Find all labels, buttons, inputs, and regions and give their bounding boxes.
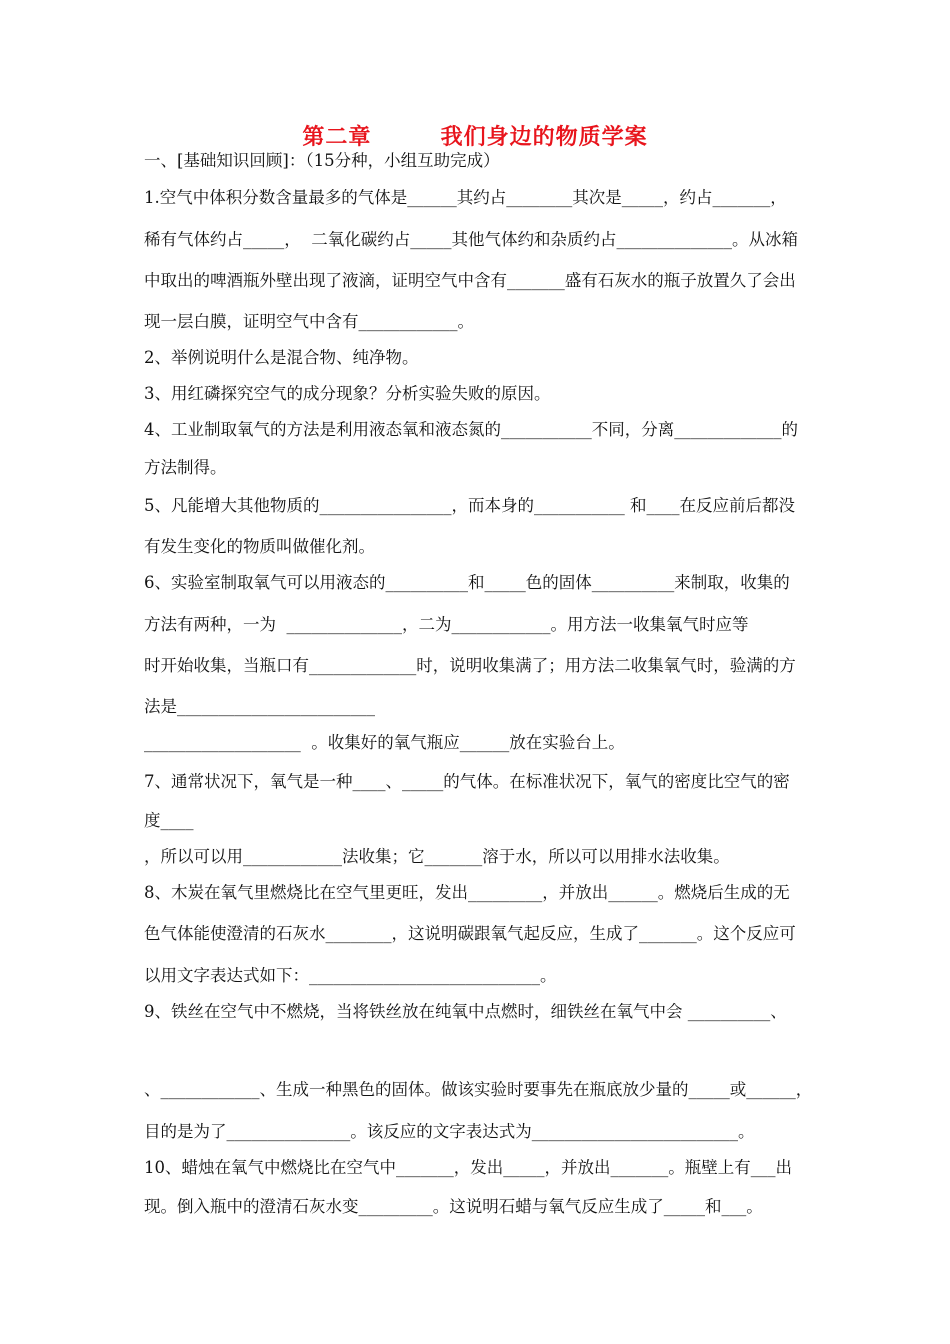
question-10-line-2: 现。倒入瓶中的澄清石灰水变_________。这说明石蜡与氧气反应生成了_____和___。 xyxy=(144,1197,763,1216)
question-10-line-1: 10、蜡烛在氧气中燃烧比在空气中_______，发出_____，并放出_______。瓶壁上有___出 xyxy=(144,1158,792,1177)
question-5-line-1: 5、凡能增大其他物质的________________，而本身的___________ 和____在反应前后都没 xyxy=(144,496,795,515)
question-6-line-5: ___________________ 。收集好的氧气瓶应______放在实验台上。 xyxy=(144,733,625,752)
question-7-line-3: ，所以可以用____________法收集；它_______溶于水，所以可以用排水法收集。 xyxy=(144,847,730,866)
question-1-line-4: 现一层白膜，证明空气中含有____________。 xyxy=(144,312,474,331)
question-1-line-1: 1.空气中体积分数含量最多的气体是______其约占________其次是_____，约占_______， xyxy=(144,188,787,207)
question-1-line-2: 稀有气体约占_____， 二氧化碳约占_____其他气体约和杂质约占______________。从冰箱 xyxy=(144,230,798,249)
question-9-line-1: 9、铁丝在空气中不燃烧，当将铁丝放在纯氧中点燃时，细铁丝在氧气中会 __________、 xyxy=(144,1002,787,1021)
question-8-line-3: 以用文字表达式如下：____________________________。 xyxy=(144,966,557,985)
question-7-line-2: 度____ xyxy=(144,811,194,830)
question-6-line-2: 方法有两种，一为 ______________，二为____________。用方法一收集氧气时应等 xyxy=(144,615,749,634)
question-4-line-2: 方法制得。 xyxy=(144,458,227,477)
question-1-line-3: 中取出的啤酒瓶外壁出现了液滴，证明空气中含有_______盛有石灰水的瓶子放置久了会出 xyxy=(144,271,796,290)
question-3: 3、用红磷探究空气的成分现象？分析实验失败的原因。 xyxy=(144,384,551,403)
question-5-line-2: 有发生变化的物质叫做催化剂。 xyxy=(144,537,375,556)
question-6-line-3: 时开始收集，当瓶口有_____________时，说明收集满了；用方法二收集氧气时，验满的方 xyxy=(144,656,796,675)
question-6-line-1: 6、实验室制取氧气可以用液态的__________和_____色的固体__________来制取，收集的 xyxy=(144,573,790,592)
question-2: 2、举例说明什么是混合物、纯净物。 xyxy=(144,348,419,367)
question-9-line-2: 、____________、生成一种黑色的固体。做该实验时要事先在瓶底放少量的_____或______， xyxy=(144,1080,813,1099)
question-4-line-1: 4、工业制取氧气的方法是利用液态氧和液态氮的___________不同，分离_____________的 xyxy=(144,420,798,439)
page-title: 第二章 我们身边的物质学案 xyxy=(302,124,648,150)
question-8-line-2: 色气体能使澄清的石灰水________，这说明碳跟氧气起反应，生成了_______。这个反应可 xyxy=(144,924,796,943)
section-heading: 一、[基础知识回顾]：（15分种，小组互助完成） xyxy=(144,151,500,170)
question-7-line-1: 7、通常状况下，氧气是一种____、_____的气体。在标准状况下，氧气的密度比空气的密 xyxy=(144,772,790,791)
question-8-line-1: 8、木炭在氧气里燃烧比在空气里更旺，发出_________，并放出______。燃烧后生成的无 xyxy=(144,883,790,902)
question-9-line-3: 目的是为了_______________。该反应的文字表达式为_________________________。 xyxy=(144,1122,755,1141)
question-6-line-4: 法是________________________ xyxy=(144,697,375,716)
